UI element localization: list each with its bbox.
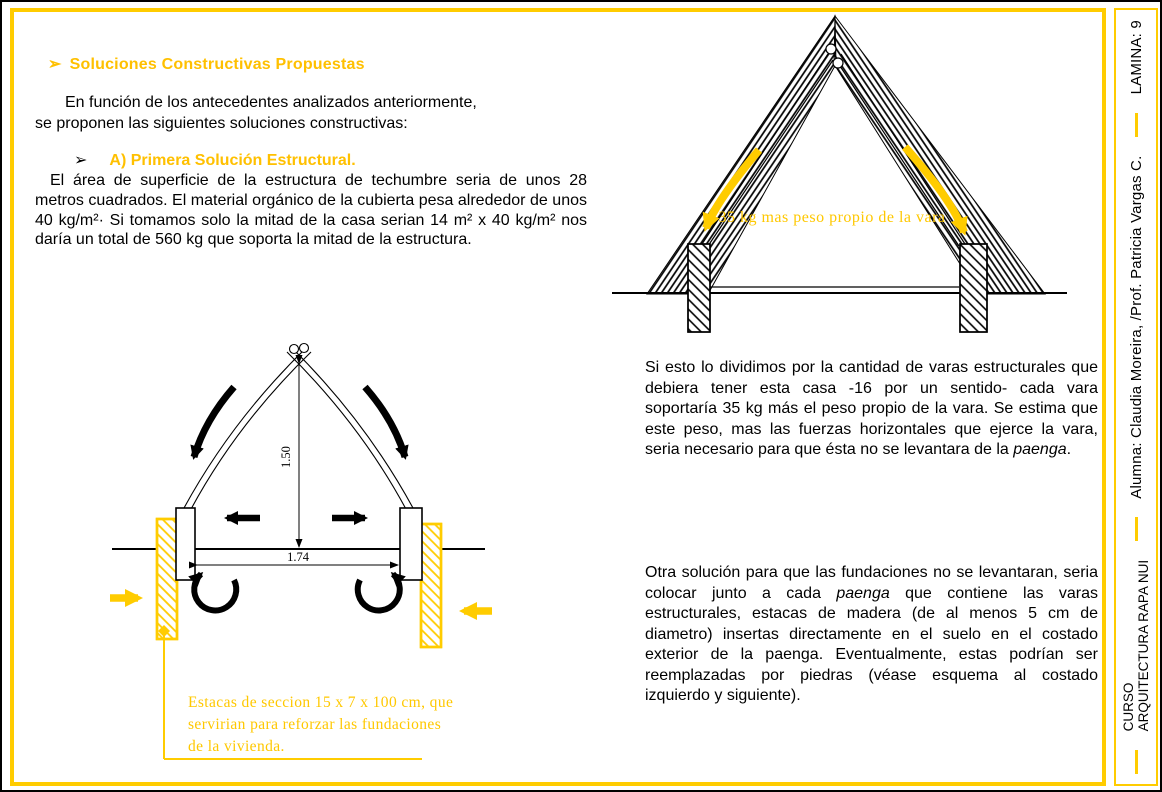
intro-line-2: se proponen las siguientes soluciones constructivas: [35,115,408,132]
paenga-right [400,508,422,580]
slope-force-arrow-right [365,387,405,457]
estaca-left [157,519,177,639]
svg-text:1.50: 1.50 [279,446,293,468]
subsection-heading [74,150,356,170]
rotation-arrow-left [194,574,236,610]
divider-dash [1135,517,1138,541]
section-heading [48,54,668,74]
course-line-1: CURSO [1121,682,1136,732]
paragraph-roof-area: El área de superficie de la estructura de techumbre seria de unos 28 metros cuadrados. El material orgánico de la cubierta pesa alrededor de unos 40 kg/m²· Si tomamos solo la mitad de la casa serian 14 m² x 40 kg/m² nos daría un total de 560 kg que soporta la mitad de la estructura. [35,172,587,249]
apex-lashing [290,344,309,354]
paenga-stones [688,244,987,332]
sheet-number-label: LAMINA: 9 [1127,20,1145,95]
svg-text:1.74: 1.74 [287,550,309,564]
paragraph-fundaciones: Otra solución para que las fundaciones no se levantaran, seria colocar junto a cada paenga que contiene las varas estructurales, estacas de madera (de al menos 5 cm de diametro) insertas directamente en el suelo en el costado exterior de la paenga. Eventualmente, estas podrían ser reemplazadas por piedras (véase esquema al costado izquierdo y siguiente). [645,564,1098,704]
roof-section-diagram [602,10,1102,340]
estaca-right [421,524,441,647]
section-heading-label: Soluciones Constructivas Propuestas [69,56,365,73]
dimension-width [197,550,398,565]
arrow-bullet-icon: ➢ [48,56,62,73]
dimension-height [279,363,299,547]
paenga-left [176,508,195,580]
divider-dash [1135,750,1138,774]
title-block-sidebar [1114,8,1158,786]
divider-dash [1135,113,1138,137]
course-line-2: ARQUITECTURA RAPA NUI [1136,559,1151,732]
arrow-bullet-icon: ➢ [74,152,88,169]
intro-paragraph [35,92,587,134]
student-professor-label: Alumna: Claudia Moreira, /Prof. Patricia Vargas C. [1127,155,1145,499]
paragraph-varas: Si esto lo dividimos por la cantidad de varas estructurales que debiera tener esta casa -16 por un sentido- cada vara soportaría 35 kg más el peso propio de la vara. Se estima que este peso, mas las fuerzas horizontales que ejerce la vara, seria necesario para que ésta no se levantara de la paenga. [645,359,1098,458]
subsection-heading-label: A) Primera Solución Estructural. [109,152,356,169]
intro-line-1: En función de los antecedentes analizados anteriormente, [65,94,477,111]
load-label: 35 kg mas peso propio de la vara [718,209,946,226]
title-block-rotated [1118,12,1154,782]
rotation-arrow-right [358,574,400,610]
course-label [1121,560,1151,732]
slope-force-arrow-left [194,387,234,457]
estacas-caption: Estacas de seccion 15 x 7 x 100 cm, que servirian para reforzar las fundaciones de la vivienda. [188,694,454,755]
